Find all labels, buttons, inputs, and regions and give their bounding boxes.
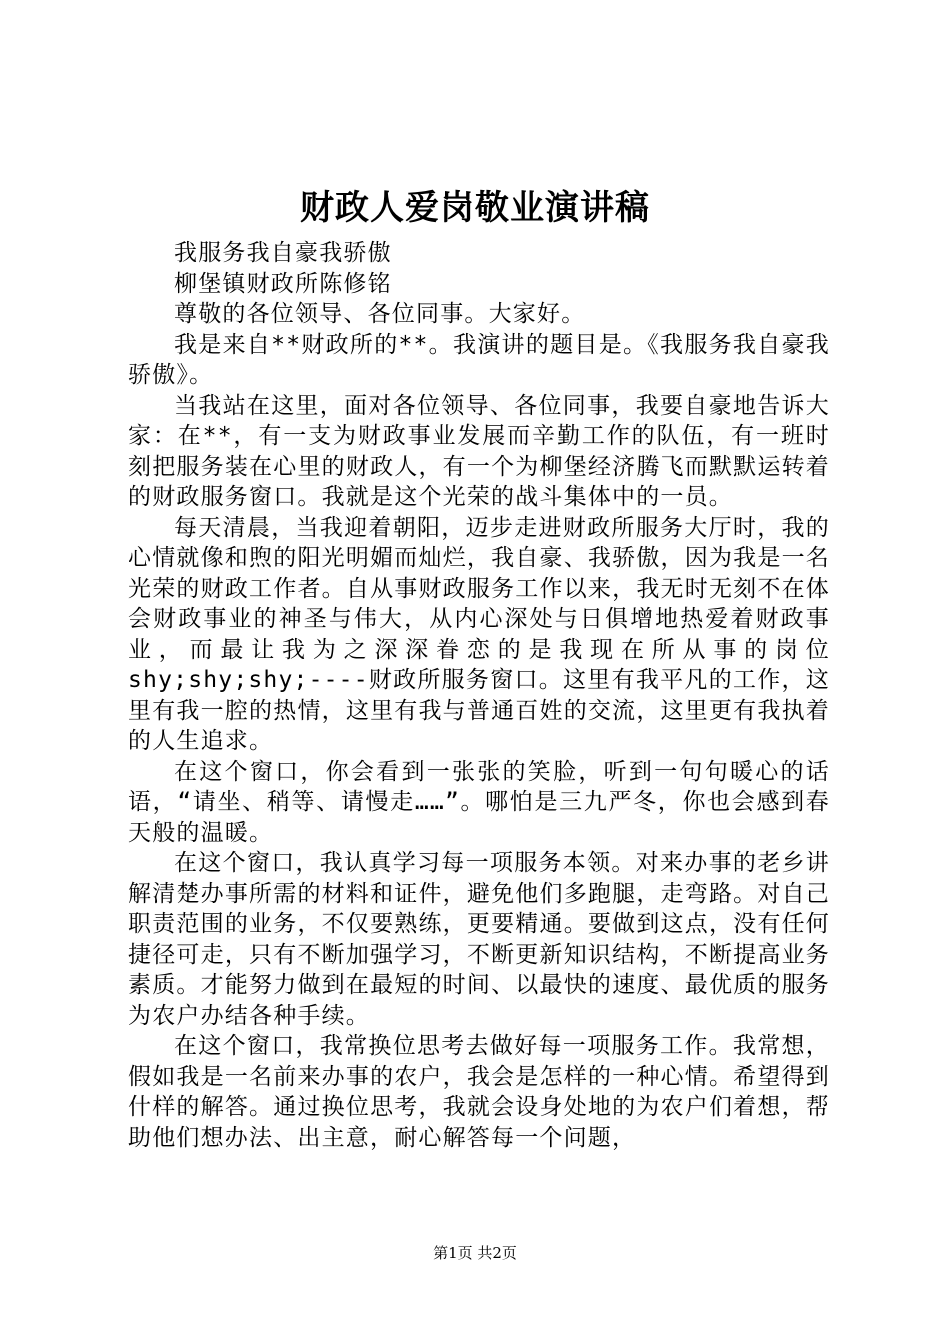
document-body xyxy=(128,238,830,1153)
paragraph-team: 当我站在这里，面对各位领导、各位同事，我要自豪地告诉大家：在**，有一支为财政事业发展而辛勤工作的队伍，有一班时刻把服务装在心里的财政人，有一个为柳堡经济腾飞而默默运转着的财政服务窗口。我就是这个光荣的战斗集体中的一员。 xyxy=(128,392,830,510)
paragraph-learning: 在这个窗口，我认真学习每一项服务本领。对来办事的老乡讲解清楚办事所需的材料和证件，避免他们多跑腿，走弯路。对自己职责范围的业务，不仅要熟练，更要精通。要做到这点，没有任何捷径可走，只有不断加强学习，不断更新知识结构，不断提高业务素质。才能努力做到在最短的时间、以最快的速度、最优质的服务为农户办结各种手续。 xyxy=(128,850,830,1029)
paragraph-speech-subtitle: 我服务我自豪我骄傲 xyxy=(174,240,392,266)
paragraph-empathy: 在这个窗口，我常换位思考去做好每一项服务工作。我常想，假如我是一名前来办事的农户，我会是怎样的一种心情。希望得到什样的解答。通过换位思考，我就会设身处地的为农户们着想，帮助他们想办法、出主意，耐心解答每一个问题， xyxy=(128,1033,830,1151)
paragraph-morning: 每天清晨，当我迎着朝阳，迈步走进财政所服务大厅时，我的心情就像和煦的阳光明媚而灿烂，我自豪、我骄傲，因为我是一名光荣的财政工作者。自从事财政服务工作以来，我无时无刻不在体会财政事业的神圣与伟大，从内心深处与日俱增地热爱着财政事业，而最让我为之深深眷恋的是我现在所从事的岗位shy;shy;shy;----财政所服务窗口。这里有我平凡的工作，这里有我一腔的热情，这里有我与普通百姓的交流，这里更有我执着的人生追求。 xyxy=(128,514,830,754)
paragraph-introduction: 我是来自**财政所的**。我演讲的题目是。《我服务我自豪我骄傲》。 xyxy=(128,331,830,388)
document-title: 财政人爱岗敬业演讲稿 xyxy=(300,188,650,228)
paragraph-greeting: 尊敬的各位领导、各位同事。大家好。 xyxy=(174,301,586,327)
paragraph-smiles: 在这个窗口，你会看到一张张的笑脸，听到一句句暖心的话语，“请坐、稍等、请慢走……”。哪怕是三九严冬，你也会感到春天般的温暖。 xyxy=(128,758,830,846)
page-number-footer: 第1页 共2页 xyxy=(433,1244,517,1262)
paragraph-author: 柳堡镇财政所陈修铭 xyxy=(174,270,392,297)
